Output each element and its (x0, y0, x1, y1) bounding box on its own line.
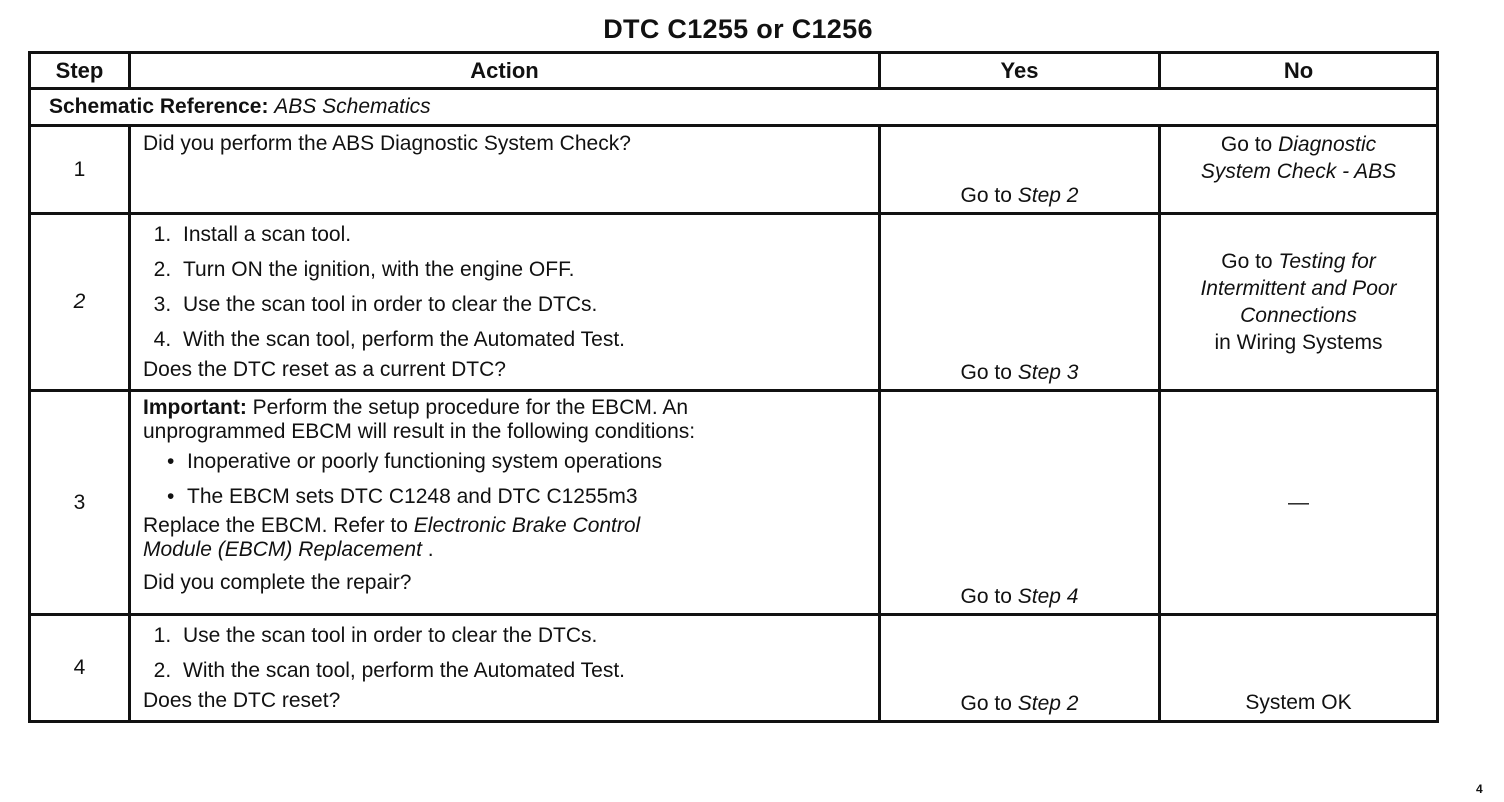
step-question: Did you complete the repair? (143, 571, 412, 594)
list-item: 2. With the scan tool, perform the Automated Test. (177, 653, 868, 688)
replace-instruction: Replace the EBCM. Refer to Electronic Brake Control (143, 514, 641, 537)
step-no: Go to Diagnostic System Check - ABS (1160, 126, 1438, 214)
list-item: 3. Use the scan tool in order to clear the DTCs. (177, 287, 868, 322)
step-no: — (1160, 391, 1438, 615)
step-number: 3 (30, 391, 130, 615)
yes-step-ref: Step 3 (1017, 361, 1079, 384)
diagnostic-table (28, 51, 1439, 723)
schematic-reference (30, 89, 1438, 126)
step-action (130, 615, 880, 722)
step-no: System OK (1160, 615, 1438, 722)
document-title: DTC C1255 or C1256 (603, 14, 873, 44)
list-item: • The EBCM sets DTC C1248 and DTC C1255m3 (187, 479, 868, 514)
step-question: Does the DTC reset? (143, 689, 341, 712)
step-row-4 (30, 615, 1438, 722)
important-note: Important: Perform the setup procedure for the EBCM. An (143, 396, 689, 419)
yes-step-ref: Step 2 (1017, 692, 1079, 715)
page-mark: 4 (1476, 782, 1483, 796)
header-yes: Yes (880, 53, 1160, 89)
step-number: 1 (30, 126, 130, 214)
procedure-list (143, 618, 868, 688)
list-item: 1. Install a scan tool. (177, 217, 868, 252)
step-action (130, 126, 880, 214)
step-no: Go to Testing for Intermittent and Poor Connections in Wiring Systems (1160, 214, 1438, 391)
step-row-1 (30, 126, 1438, 214)
yes-step-ref: Step 4 (1017, 585, 1079, 608)
step-yes: Go to Step 4 (880, 391, 1160, 615)
header-row (30, 53, 1438, 89)
procedure-list (143, 217, 868, 357)
list-item: 4. With the scan tool, perform the Automated Test. (177, 322, 868, 357)
step-row-2 (30, 214, 1438, 391)
step-action (130, 214, 880, 391)
step-yes: Go to Step 2 (880, 126, 1160, 214)
header-step: Step (30, 53, 130, 89)
header-action: Action (130, 53, 880, 89)
schematic-label: Schematic Reference: (49, 95, 269, 118)
step-number: 2 (30, 214, 130, 391)
list-item: • Inoperative or poorly functioning system operations (187, 444, 868, 479)
step-row-3 (30, 391, 1438, 615)
step-question: Does the DTC reset as a current DTC? (143, 358, 506, 381)
step-question: Did you perform the ABS Diagnostic System Check? (143, 132, 631, 155)
list-item: 1. Use the scan tool in order to clear the DTCs. (177, 618, 868, 653)
header-no: No (1160, 53, 1438, 89)
conditions-list (143, 444, 868, 514)
step-yes: Go to Step 3 (880, 214, 1160, 391)
schematic-row (30, 89, 1438, 126)
schematic-value: ABS Schematics (274, 95, 431, 118)
list-item: 2. Turn ON the ignition, with the engine OFF. (177, 252, 868, 287)
yes-step-ref: Step 2 (1017, 184, 1079, 207)
step-yes: Go to Step 2 (880, 615, 1160, 722)
step-action: Important: Perform the setup procedure for the EBCM. An unprogrammed EBCM will result in the following conditions: • Inoperative or poorly functioning system operations • The EBCM sets DTC C1248 and DTC C1255m3 Replace the EBCM. Refer to Electronic Brake Control Module (EBCM) Replacement . Did you complete the repair? (130, 391, 880, 615)
step-number: 4 (30, 615, 130, 722)
